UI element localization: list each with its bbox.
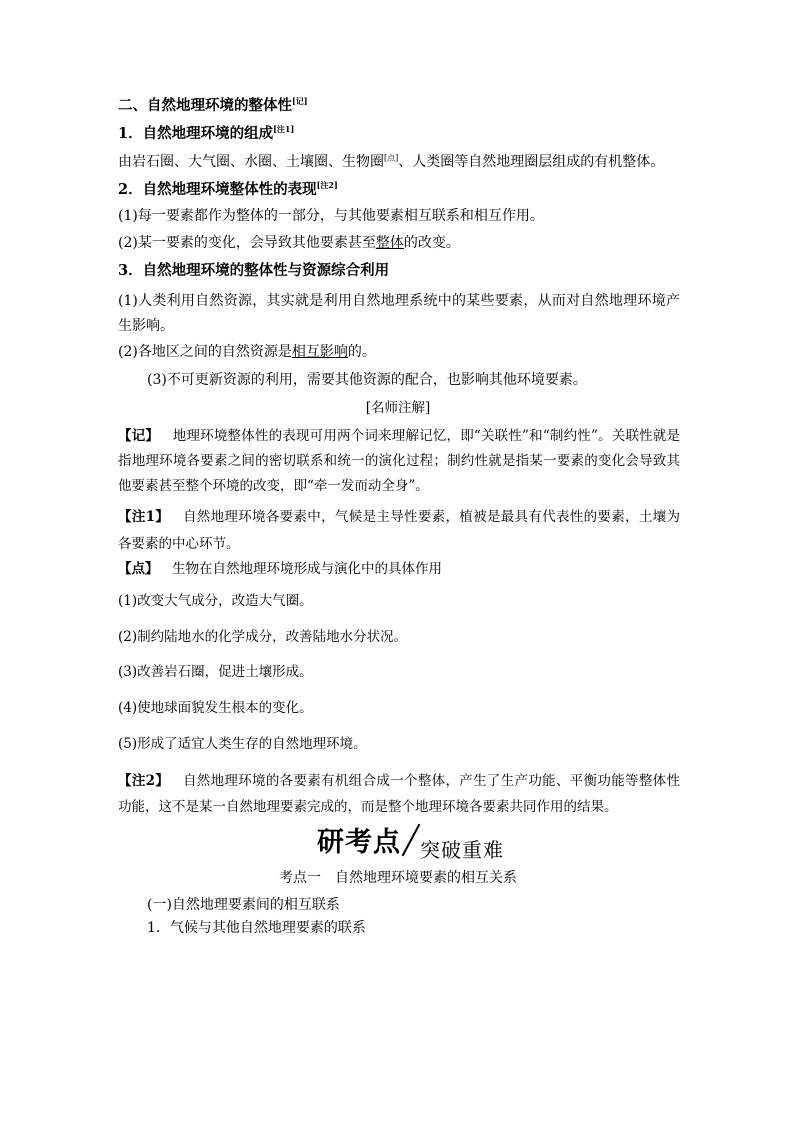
banner-sub-text: 突破重难 bbox=[420, 838, 504, 862]
note-zhu1-tag: 【注1】 bbox=[118, 509, 170, 525]
item3-p2-after: 的。 bbox=[347, 344, 376, 360]
item3-p2-before: (2)各地区之间的自然资源是 bbox=[118, 344, 292, 360]
dian-item-5: (5)形成了适宜人类生存的自然地理环境。 bbox=[118, 736, 367, 752]
note-marker-zhu1: [注1] bbox=[273, 124, 295, 135]
item2-paragraph-1: (1)每一要素都作为整体的一部分，与其他要素相互联系和相互作用。 bbox=[118, 208, 544, 224]
banner-main-text: 研考点 bbox=[317, 827, 401, 858]
dian-item-4: (4)使地球面貌发生根本的变化。 bbox=[118, 700, 313, 716]
item2-p2-underlined: 整体 bbox=[375, 235, 404, 251]
item1-body-before: 由岩石圈、大气圈、水圈、土壤圈、生物圈 bbox=[118, 154, 384, 170]
item3-paragraph-3: (3)不可更新资源的利用，需要其他资源的配合，也影响其他环境要素。 bbox=[147, 372, 587, 388]
item3-paragraph-2 bbox=[118, 343, 678, 361]
subsection-1-item-1: 1．气候与其他自然地理要素的联系 bbox=[147, 920, 366, 936]
note-marker-dian: [点] bbox=[384, 153, 399, 163]
dian-item-2: (2)制约陆地水的化学成分，改善陆地水分状况。 bbox=[118, 629, 408, 645]
item3-p2-underlined: 相互影响 bbox=[291, 344, 348, 360]
note-zhu2 bbox=[118, 768, 680, 820]
item2-title bbox=[118, 181, 678, 199]
section-heading-text: 二、自然地理环境的整体性 bbox=[118, 97, 292, 114]
item3-paragraph-1: (1)人类利用自然资源，其实就是利用自然地理系统中的某些要素，从而对自然地理环境产生影响。 bbox=[118, 293, 680, 334]
subsection-1-title: (一)自然地理要素间的相互联系 bbox=[147, 897, 340, 913]
note-dian bbox=[118, 560, 678, 578]
item1-body bbox=[118, 153, 678, 171]
item3-title: 3．自然地理环境的整体性与资源综合利用 bbox=[118, 262, 390, 279]
item2-paragraph-2 bbox=[118, 234, 678, 252]
item2-p2-before: (2)某一要素的变化，会导致其他要素甚至 bbox=[118, 235, 376, 251]
item2-title-text: 2．自然地理环境整体性的表现 bbox=[118, 181, 317, 198]
item2-p2-after: 的改变。 bbox=[403, 235, 460, 251]
note-zhu2-tag: 【注2】 bbox=[118, 773, 170, 789]
notes-heading: [名师注解] bbox=[365, 400, 431, 416]
note-zhu2-text: 自然地理环境的各要素有机组合成一个整体，产生了生产功能、平衡功能等整体性功能，这不是某一自然地理要素完成的，而是整个地理环境各要素共同作用的结果。 bbox=[118, 773, 680, 815]
note-dian-tag: 【点】 bbox=[118, 561, 159, 577]
note-ji bbox=[118, 424, 680, 499]
item1-title-text: 1．自然地理环境的组成 bbox=[118, 125, 274, 142]
note-dian-text: 生物在自然地理环境形成与演化中的具体作用 bbox=[172, 561, 442, 577]
note-marker-ji: [记] bbox=[292, 96, 308, 107]
item1-title bbox=[118, 125, 678, 143]
exam-point-title: 考点一 自然地理环境要素的相互关系 bbox=[279, 870, 517, 886]
dian-item-1: (1)改变大气成分，改造大气圈。 bbox=[118, 593, 313, 609]
section-banner bbox=[317, 820, 507, 862]
banner-slash bbox=[402, 824, 421, 857]
dian-item-3: (3)改善岩石圈，促进土壤形成。 bbox=[118, 664, 313, 680]
note-zhu1 bbox=[118, 504, 680, 558]
note-ji-tag: 【记】 bbox=[118, 428, 160, 444]
note-zhu1-text: 自然地理环境各要素中，气候是主导性要素，植被是最具有代表性的要素，土壤为各要素的中心环节。 bbox=[118, 509, 680, 552]
item1-body-after: 、人类圈等自然地理圈层组成的有机整体。 bbox=[398, 154, 665, 170]
note-marker-zhu2: [注2] bbox=[316, 180, 338, 191]
section-heading bbox=[118, 97, 678, 115]
note-ji-text: 地理环境整体性的表现可用两个词来理解记忆，即“关联性”和“制约性”。关联性就是指地理环境各要素之间的密切联系和统一的演化过程；制约性就是指某一要素的变化会导致其他要素甚至整个环境的改变，即“牵一发而动全身”。 bbox=[118, 428, 681, 494]
